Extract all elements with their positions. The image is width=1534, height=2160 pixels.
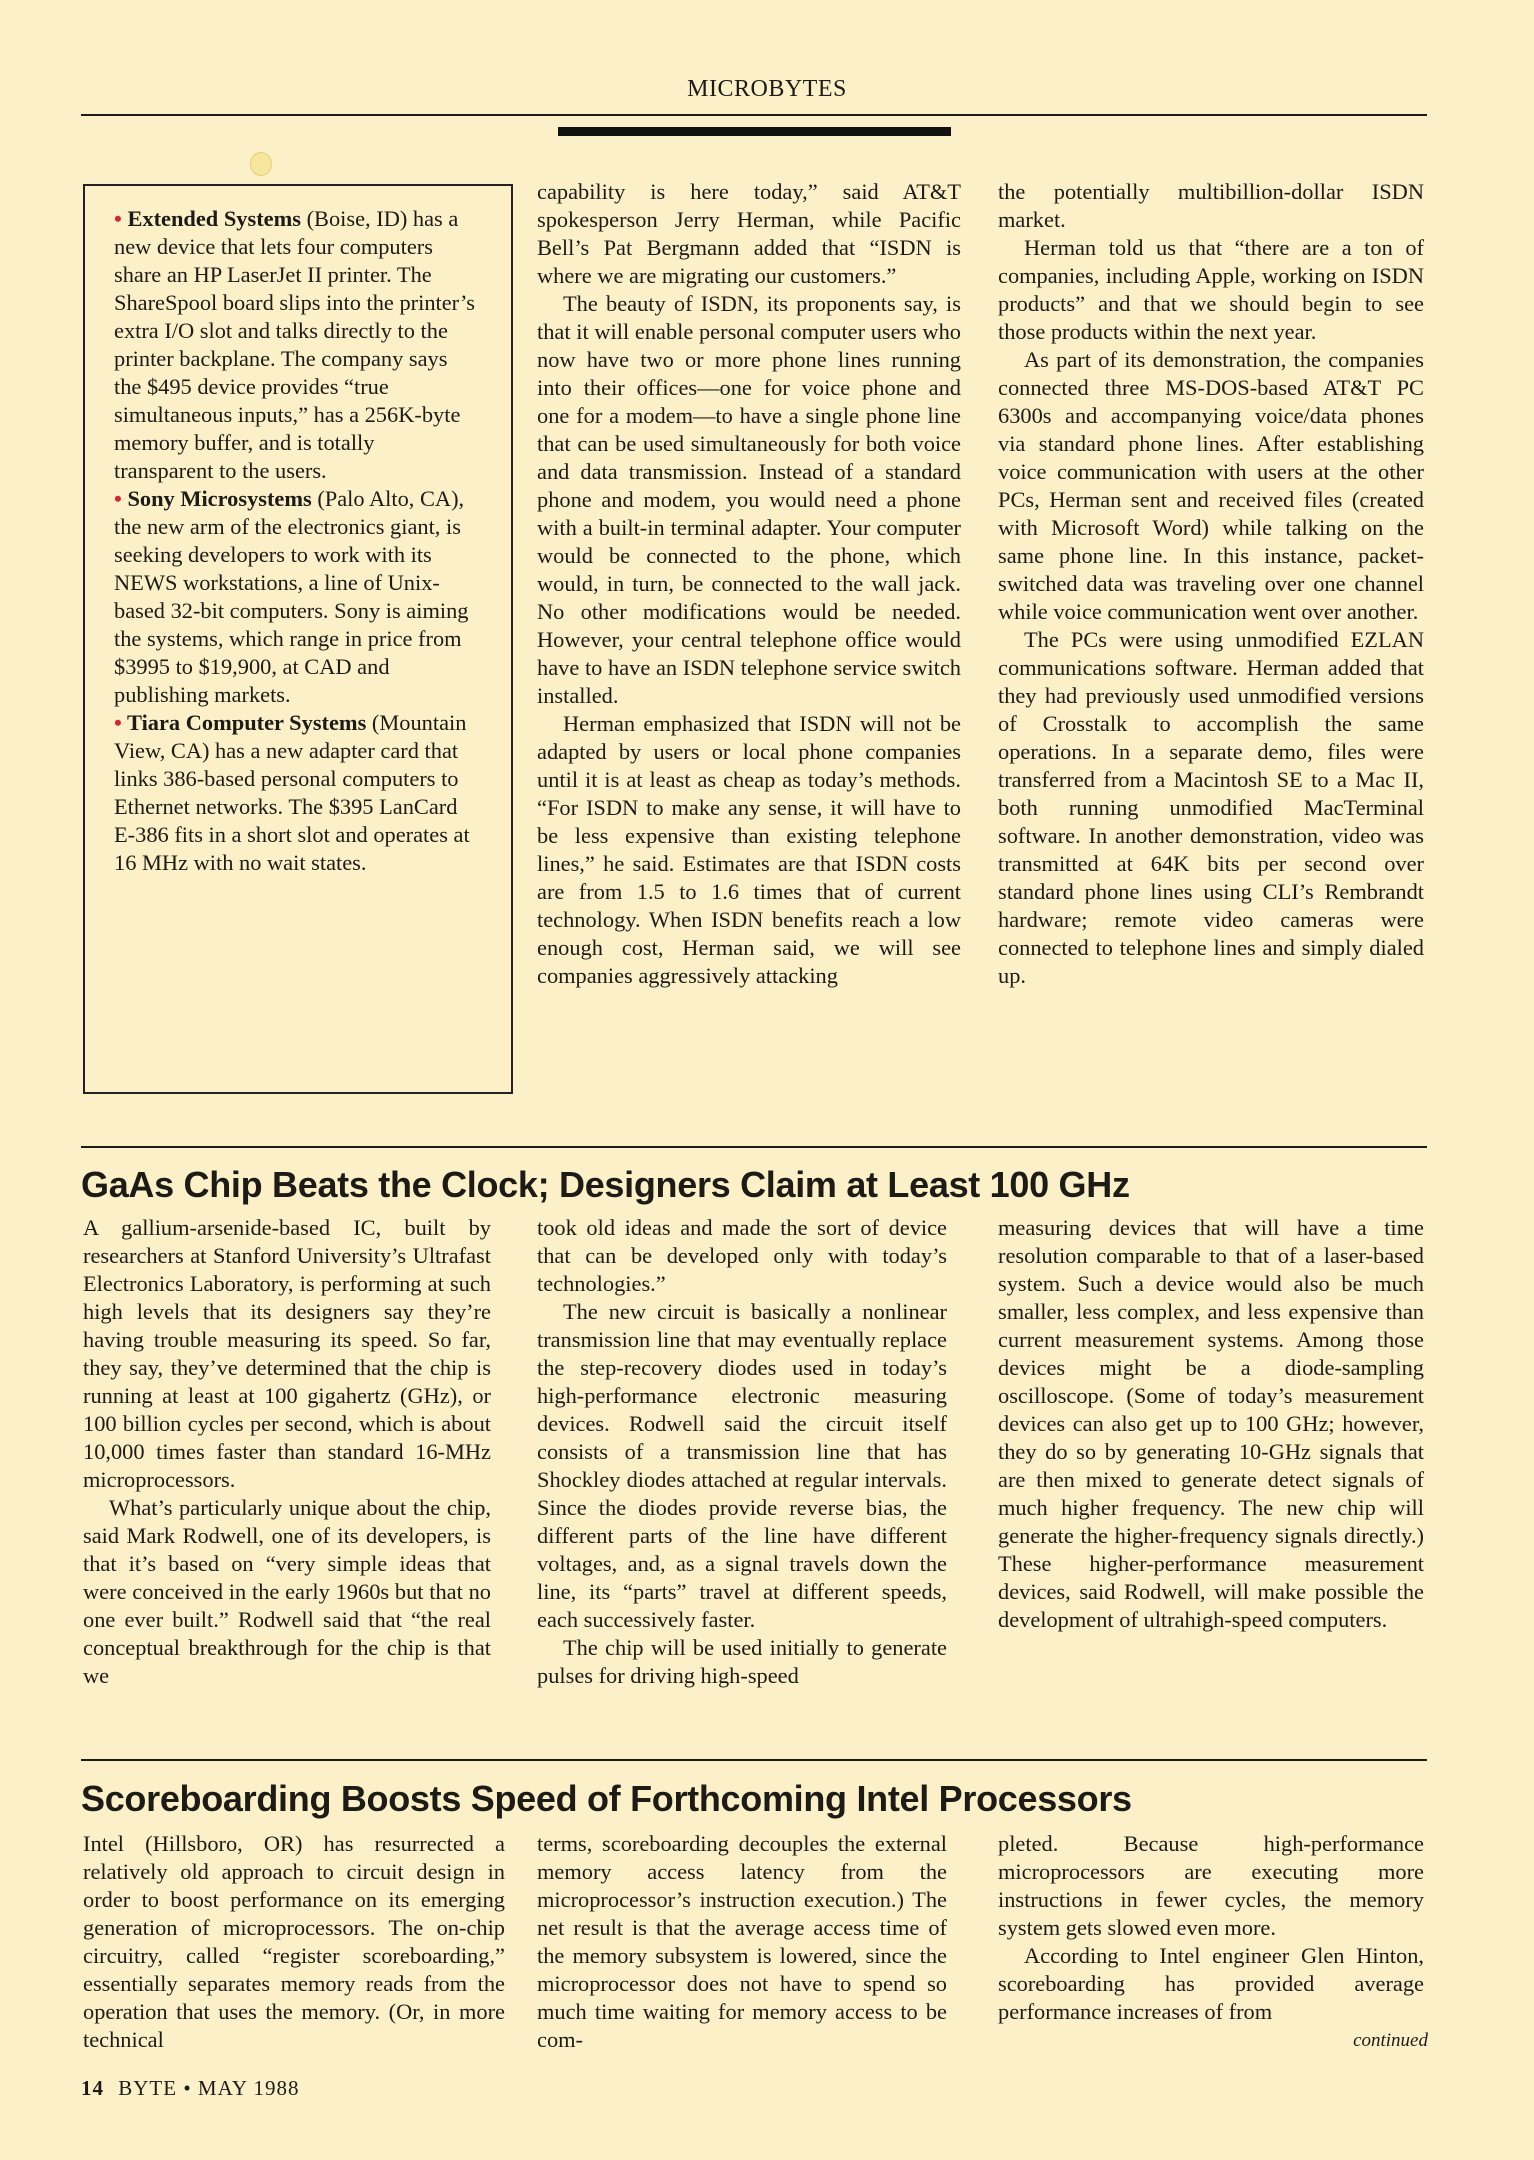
bullet-icon: • [114,710,128,735]
paragraph: took old ideas and made the sort of device that can be developed only with today’s technologies.” [537,1215,947,1296]
header-rule [81,114,1427,116]
isdn-column-2 [537,178,961,990]
intel-column-1 [83,1830,505,2054]
paragraph: Intel (Hillsboro, OR) has resurrected a relatively old approach to circuit design in order to boost performance on its emerging generation of microprocessors. The on-chip circuitry, called “register scoreboarding,” essentially separates memory reads from the operation that uses the memory. (Or, in more technical [83,1831,505,2052]
paragraph: What’s particularly unique about the chip, said Mark Rodwell, one of its developers, is that it’s based on “very simple ideas that were conceived in the early 1960s but that no one ever built.” Rodwell said that “the real conceptual breakthrough for the chip is that we [83,1495,491,1688]
continued-label: continued [1353,2030,1428,2051]
bullet-icon: • [114,486,128,511]
sidebar-item-lead: Tiara Computer Systems [127,710,367,735]
gaas-column-1 [83,1214,491,1690]
intel-column-3 [998,1830,1424,2026]
paragraph: measuring devices that will have a time resolution comparable to that of a laser-based system. Such a device would also be much smaller, less complex, and less expensive than current measurement systems. Among those devices might be a diode-sampling oscilloscope. (Some of today’s measurement devices can also get up to 100 GHz; however, they do so by generating 10-GHz signals that are then mixed to generate detect signals of much higher frequency. The new chip will generate the higher-frequency signals directly.) These higher-performance measurement devices, said Rodwell, will make possible the development of ultrahigh-speed computers. [998,1215,1424,1632]
sidebar-item [114,709,478,877]
paragraph: Herman emphasized that ISDN will not be adapted by users or local phone companies until it is at least as cheap as today’s methods. “For ISDN to make any sense, it will have to be less expensive than existing telephone lines,” he said. Estimates are that ISDN costs are from 1.5 to 1.6 times that of current technology. When ISDN benefits reach a low enough cost, Herman said, we will see companies aggressively attacking [537,711,961,988]
paragraph: The chip will be used initially to generate pulses for driving high-speed [537,1635,947,1688]
paragraph: The new circuit is basically a nonlinear transmission line that may eventually replace the step-recovery diodes used in today’s high-performance electronic measuring devices. Rodwell said the circuit itself consists of a transmission line that has Shockley diodes attached at regular intervals. Since the diodes provide reverse bias, the different parts of the line have different voltages, and, as a signal travels down the line, its “parts” travel at different speeds, each successively faster. [537,1299,947,1632]
header-thick-bar [558,127,951,136]
sidebar-items [114,205,478,877]
gaas-column-2 [537,1214,947,1690]
paragraph: pleted. Because high-performance microprocessors are executing more instructions in fewer cycles, the memory system gets slowed even more. [998,1831,1424,1940]
paragraph: According to Intel engineer Glen Hinton, scoreboarding has provided average performance increases of from [998,1943,1424,2024]
marker-dot [250,152,272,176]
gaas-column-3 [998,1214,1424,1634]
sidebar-item-text: (Boise, ID) has a new device that lets four computers share an HP LaserJet II printer. The ShareSpool board slips into the printer’s extra I/O slot and talks directly to the printer backplane. The company says the $495 device provides “true simultaneous inputs,” has a 256K-byte memory buffer, and is totally transparent to the users. [114,206,475,483]
bullet-icon: • [114,206,128,231]
paragraph: The beauty of ISDN, its proponents say, is that it will enable personal computer users who now have two or more phone lines running into their offices—one for voice phone and one for a modem—to have a single phone line that can be used simultaneously for both voice and data transmission. Instead of a standard phone and modem, you would need a phone with a built-in terminal adapter. Your computer would be connected to the phone, which would, in turn, be connected to the wall jack. No other modifications would be needed. However, your central telephone office would have to have an ISDN telephone service switch installed. [537,291,961,708]
sidebar-item-lead: Extended Systems [127,206,301,231]
paragraph: As part of its demonstration, the companies connected three MS-DOS-based AT&T PC 6300s and accompanying voice/data phones via standard phone lines. After establishing voice communication with users at the other PCs, Herman sent and received files (created with Microsoft Word) while talking on the same phone line. In this instance, packet-switched data was traveling over one channel while voice communication went over another. [998,347,1424,624]
article-divider [81,1146,1427,1148]
sidebar-item-text: (Palo Alto, CA), the new arm of the electronics giant, is seeking developers to work with its NEWS workstations, a line of Unix-based 32-bit computers. Sony is aiming the systems, which range in price from $3995 to $19,900, at CAD and publishing markets. [114,486,469,707]
page-footer [81,2076,299,2101]
intel-headline: Scoreboarding Boosts Speed of Forthcoming Intel Processors [81,1778,1132,1819]
sidebar-item-text: (Mountain View, CA) has a new adapter card that links 386-based personal computers to Ethernet networks. The $395 LanCard E-386 fits in a short slot and operates at 16 MHz with no wait states. [114,710,470,875]
sidebar-item [114,205,478,485]
gaas-headline: GaAs Chip Beats the Clock; Designers Claim at Least 100 GHz [81,1164,1130,1205]
magazine-issue: BYTE • MAY 1988 [118,2076,300,2100]
paragraph: the potentially multibillion-dollar ISDN market. [998,179,1424,232]
page-number: 14 [81,2076,104,2100]
section-label: MICROBYTES [687,76,847,102]
isdn-column-3 [998,178,1424,990]
intel-column-2 [537,1830,947,2054]
paragraph: The PCs were using unmodified EZLAN communications software. Herman added that they had previously used unmodified versions of Crosstalk to accomplish the same operations. In a separate demo, files were transferred from a Macintosh SE to a Mac II, both running unmodified MacTerminal software. In another demonstration, video was transmitted at 64K bits per second over standard phone lines using CLI’s Rembrandt hardware; remote video cameras were connected to telephone lines and simply dialed up. [998,627,1424,988]
sidebar-item-lead: Sony Microsystems [127,486,312,511]
sidebar-item [114,485,478,709]
article-divider [81,1759,1427,1761]
paragraph: terms, scoreboarding decouples the external memory access latency from the microprocessor’s instruction execution.) The net result is that the average access time of the memory subsystem is lowered, since the microprocessor does not have to spend so much time waiting for memory access to be com- [537,1831,947,2052]
paragraph: A gallium-arsenide-based IC, built by researchers at Stanford University’s Ultrafast Electronics Laboratory, is performing at such high levels that its designers say they’re having trouble measuring its speed. So far, they say, they’ve determined that the chip is running at least at 100 gigahertz (GHz), or 100 billion cycles per second, which is about 10,000 times faster than standard 16-MHz microprocessors. [83,1215,491,1492]
paragraph: capability is here today,” said AT&T spokesperson Jerry Herman, while Pacific Bell’s Pat Bergmann added that “ISDN is where we are migrating our customers.” [537,179,961,288]
paragraph: Herman told us that “there are a ton of companies, including Apple, working on ISDN products” and that we should begin to see those products within the next year. [998,235,1424,344]
